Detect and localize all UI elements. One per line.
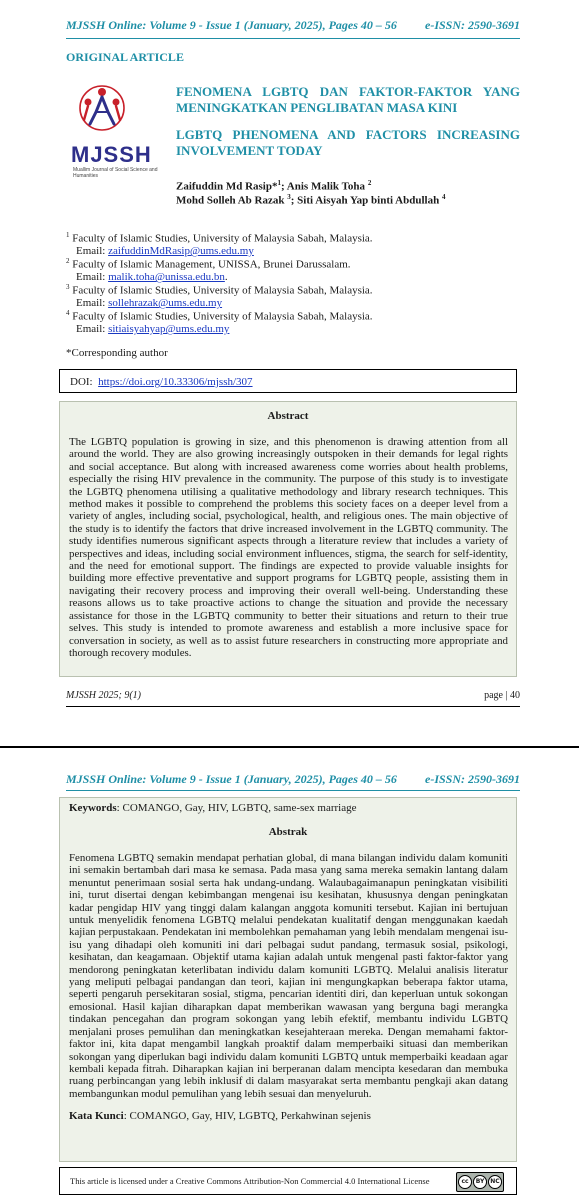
- header-rule: [66, 38, 520, 39]
- email-link-1[interactable]: zaifuddinMdRasip@ums.edu.my: [108, 245, 254, 258]
- email-link-3[interactable]: sollehrazak@ums.edu.my: [108, 297, 223, 310]
- page-number: page | 40: [484, 690, 520, 701]
- title-malay: FENOMENA LGBTQ DAN FAKTOR-FAKTOR YANG MENINGKATKAN PENGLIBATAN MASA KINI: [176, 84, 520, 115]
- nc-icon: NC: [488, 1175, 502, 1189]
- eissn: e-ISSN: 2590-3691: [425, 18, 520, 32]
- eissn-2: e-ISSN: 2590-3691: [425, 772, 520, 786]
- authors-line-1: Zaifuddin Md Rasip*$^1$; Anis Malik Toha $^2$: [176, 179, 372, 193]
- journal-info: MJSSH Online: Volume 9 - Issue 1 (January, 2025), Pages 40 – 56: [66, 18, 397, 32]
- journal-info-2: MJSSH Online: Volume 9 - Issue 1 (January, 2025), Pages 40 – 56: [66, 772, 397, 786]
- logo-wordmark: MJSSH: [71, 142, 152, 167]
- running-header-2: [66, 772, 520, 787]
- kata-kunci: Kata Kunci: COMANGO, Gay, HIV, LGBTQ, Perkahwinan sejenis: [69, 1110, 371, 1123]
- abstrak-heading: Abstrak: [268, 826, 308, 838]
- header-rule-2: [66, 790, 520, 791]
- doi-box: [59, 369, 517, 393]
- by-icon: BY: [473, 1175, 487, 1189]
- running-header: [66, 18, 520, 33]
- affiliation-1: $^1$ Faculty of Islamic Studies, University of Malaysia Sabah, Malaysia. Email: zaifuddinMdRasip@ums.edu.my: [66, 231, 373, 258]
- affiliation-2: $^2$ Faculty of Islamic Management, UNISSA, Brunei Darussalam. Email: malik.toha@unissa.edu.bn.: [66, 257, 351, 284]
- license-text: This article is licensed under a Creative Commons Attribution-Non Commercial 4.0 International License: [70, 1176, 430, 1186]
- page-separator: [0, 722, 579, 753]
- email-link-2[interactable]: malik.toha@unissa.edu.bn: [108, 271, 225, 284]
- abstract-heading: Abstract: [267, 410, 309, 422]
- doi-link[interactable]: https://doi.org/10.33306/mjssh/307: [98, 376, 253, 388]
- corresponding-author-note: *Corresponding author: [66, 347, 168, 359]
- article-type: ORIGINAL ARTICLE: [66, 50, 184, 64]
- page-2: [0, 753, 579, 1200]
- affiliation-3: $^3$ Faculty of Islamic Studies, University of Malaysia Sabah, Malaysia. Email: sollehrazak@ums.edu.my: [66, 283, 373, 310]
- cc-license-badge-icon[interactable]: [456, 1172, 504, 1192]
- authors-line-2: Mohd Solleh Ab Razak $^3$; Siti Aisyah Yap binti Abdullah $^4$: [176, 193, 446, 207]
- logo-subtitle: Muallim Journal of Social Science and Humanities: [73, 167, 158, 179]
- email-link-4[interactable]: sitiaisyahyap@ums.edu.my: [108, 323, 230, 336]
- abstrak-box: [59, 797, 517, 1162]
- license-box: [59, 1167, 517, 1195]
- doi-label: DOI:: [70, 376, 93, 388]
- abstract-text: The LGBTQ population is growing in size, and this phenomenon is drawing attention from all around the world. They are also growing increasingly outspoken in their demands for legal rights and social acceptance. But along with increased awareness come worries about health problems, especially the rising HIV prevalence in the community. The purpose of this study is to investigate the LGBTQ phenomena utilising a qualitative methodology and library research techniques. This method makes it possible to comprehend the problems this society faces on a deeper level from a variety of angles, including social, psychological, health, and religious ones. The main objective of the study is to identify the factors that drive increased involvement in the LGBTQ community. The study identifies numerous significant aspects through a literature review that includes a variety of perspectives and ideas, including social environment influences, stigma, the search for self-identity, and the need for emotional support. The findings are expected to provide valuable insights for building more effective preventative and support programs for LGBTQ people, assisting them in navigating their recovery process and improving their overall well-being. Understanding these reasons allows us to take proactive actions to change the situation and provide the necessary assistance for those in the LGBTQ community to better their situations and return to their true selves. This study is intended to promote awareness and establish a more inclusive space for conversation in society, as well as to assist future researchers in constructing more appropriate and thorough recovery modules.: [69, 436, 508, 659]
- affiliation-4: $^4$ Faculty of Islamic Studies, University of Malaysia Sabah, Malaysia. Email: sitiaisyahyap@ums.edu.my: [66, 309, 373, 336]
- title-english: LGBTQ PHENOMENA AND FACTORS INCREASING INVOLVEMENT TODAY: [176, 127, 520, 158]
- abstract-box: [59, 401, 517, 677]
- footer-rule: [66, 706, 520, 707]
- abstrak-text: Fenomena LGBTQ semakin mendapat perhatian global, di mana bilangan individu dalam komuniti ini semakin bertambah dari masa ke semasa. Pada masa yang sama mereka semakin lantang dalam menuntut penerimaan sosial serta hak undang-undang. Walaubagaimanapun peningkatan visibiliti ini, turut disertai dengan kebimbangan mengenai isu kesihatan, khususnya dengan peningkatan kadar pengidap HIV yang tinggi dalam kalangan anggota komuniti tersebut. Kajian ini bertujuan untuk menyelidik fenomena LGBTQ melalui pendekatan kualitatif dengan menggunakan kaedah kajian perpustakaan. Pendekatan ini membolehkan pemahaman yang lebih mendalam mengenai isu-isu yang dihadapi oleh komuniti ini dari pelbagai sudut pandang, termasuk sosial, psikologi, kesihatan, dan keagamaan. Objektif utama kajian adalah untuk mengenal pasti faktor-faktor yang mendorong peningkatan keterlibatan individu dalam komuniti LGBTQ. Melalui analisis literatur yang meliputi pelbagai pandangan dan teori, kajian ini mengungkapkan beberapa faktor utama, seperti pengaruh persekitaran sosial, stigma, pencarian identiti diri, dan keperluan untuk sokongan emosional. Hasil kajian diharapkan dapat memberikan wawasan yang berguna bagi merangka tindakan pencegahan dan program sokongan yang lebih efektif, membantu individu LGBTQ menjalani proses pemulihan dan meningkatkan kesejahteraan mereka. Dengan memahami faktor-faktor ini, kita dapat mengambil langkah proaktif dalam memperbaiki situasi dan memberikan sokongan yang diperlukan bagi individu dalam komuniti LGBTQ untuk memperbaiki keadaan agar kembali kepada fitrah. Diharapkan kajian ini berperanan dalam mencipta kesedaran dan membuka ruang perbincangan yang lebih inklusif di dalam masyarakat serta membantu pengkaji akan datang membangunkan modul pemulihan yang lebih sesuai dan menyeluruh.: [69, 852, 508, 1100]
- keywords: Keywords: COMANGO, Gay, HIV, LGBTQ, same-sex marriage: [69, 802, 357, 814]
- footer-journal: MJSSH 2025; 9(1): [66, 690, 141, 701]
- page-footer: [66, 690, 520, 701]
- cc-icon: cc: [458, 1175, 472, 1189]
